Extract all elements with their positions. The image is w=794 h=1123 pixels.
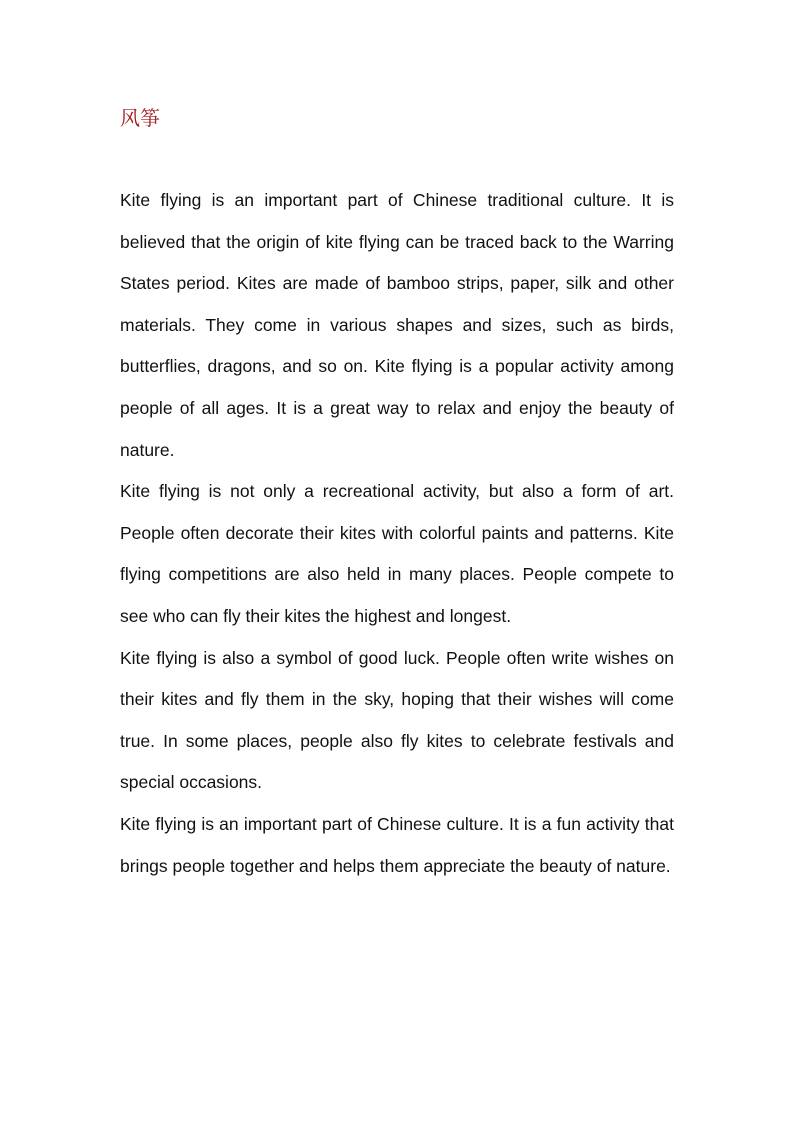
document-title: 风筝 (120, 106, 160, 130)
paragraph-2: Kite flying is not only a recreational activity, but also a form of art. People often decorate their kites with colorful paints and patterns. Kite flying competitions are also held in many places. People compete to see who can fly their kites the highest and longest. (120, 481, 674, 626)
document-body (120, 180, 674, 887)
paragraph-3: Kite flying is also a symbol of good luck. People often write wishes on their kites and fly them in the sky, hoping that their wishes will come true. In some places, people also fly kites to celebrate festivals and special occasions. (120, 647, 674, 793)
paragraph-4: Kite flying is an important part of Chinese culture. It is a fun activity that brings people together and helps them appreciate the beauty of nature. (120, 813, 674, 876)
paragraph-1: Kite flying is an important part of Chinese traditional culture. It is believed that the origin of kite flying can be traced back to the Warring States period. Kites are made of bamboo strips, paper, silk and other materials. They come in various shapes and sizes, such as birds, butterflies, dragons, and so on. Kite flying is a popular activity among people of all ages. It is a great way to relax and enjoy the beauty of nature. (120, 190, 674, 460)
